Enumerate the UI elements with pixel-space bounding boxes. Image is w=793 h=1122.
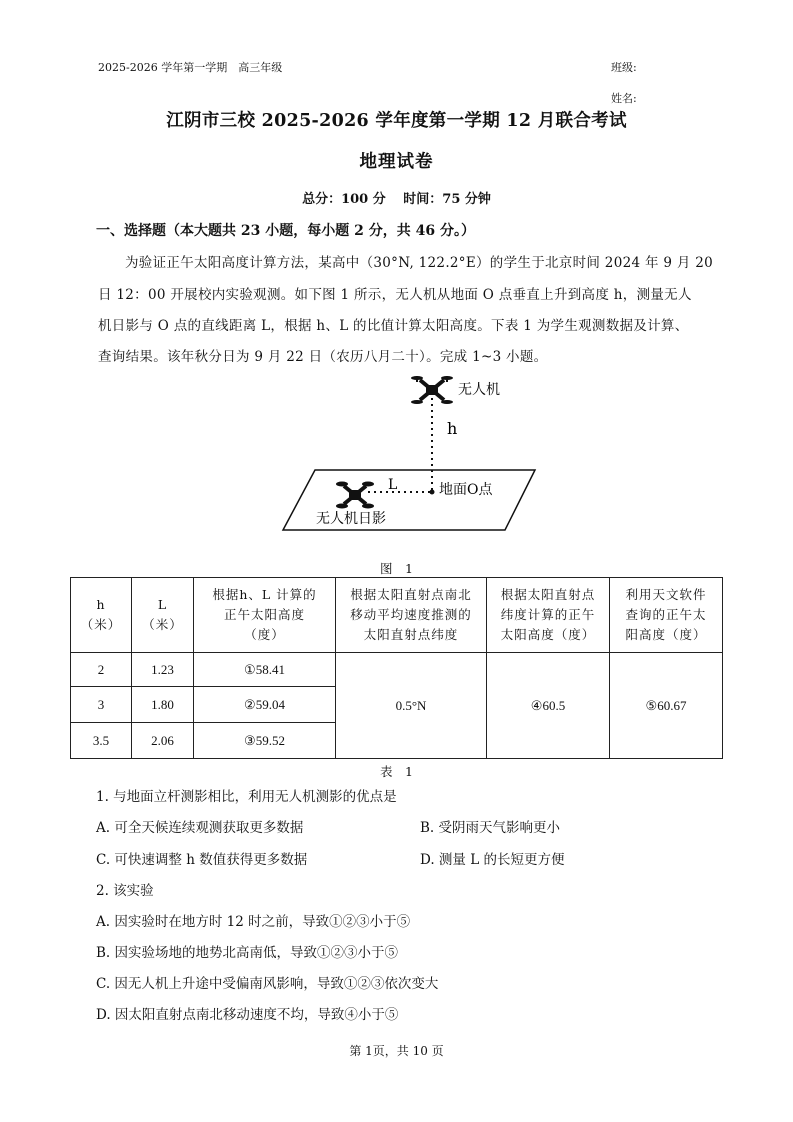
question-2-option-a[interactable]: A. 因实验时在地方时 12 时之前，导致①②③小于⑤ [96, 914, 411, 930]
question-1-option-a[interactable]: A. 可全天候连续观测获取更多数据 [96, 820, 304, 836]
cell-l: 2.06 [132, 723, 194, 759]
intro-line-2: 日 12：00 开展校内实验观测。如下图 1 所示，无人机从地面 O 点垂直上升到高度 h，测量无人 [98, 287, 692, 303]
th-h: h （米） [71, 578, 132, 653]
question-1-option-b[interactable]: B. 受阴雨天气影响更小 [420, 820, 561, 836]
cell-h: 2 [71, 653, 132, 687]
cell-l: 1.23 [132, 653, 194, 687]
question-2-option-d[interactable]: D. 因太阳直射点南北移动速度不均，导致④小于⑤ [96, 1007, 399, 1023]
cell-software: ⑤60.67 [610, 653, 723, 759]
question-1-option-d[interactable]: D. 测量 L 的长短更方便 [420, 852, 565, 868]
shadow-label: 无人机日影 [316, 511, 386, 527]
drone-label: 无人机 [458, 382, 500, 398]
th-calc-by-lat: 根据太阳直射点 纬度计算的正午 太阳高度（度） [487, 578, 610, 653]
cell-calc: ③59.52 [194, 723, 336, 759]
l-label: L [388, 477, 398, 493]
data-table [70, 577, 723, 759]
exam-info: 总分：100 分 时间：75 分钟 [302, 192, 491, 207]
table-header-row [71, 578, 723, 653]
cell-h: 3.5 [71, 723, 132, 759]
class-label: 班级: [611, 61, 637, 74]
name-label: 姓名: [611, 92, 637, 105]
table-caption: 表 1 [380, 764, 413, 779]
cell-calc: ①58.41 [194, 653, 336, 687]
point-o-label: 地面O点 [439, 482, 493, 498]
table-row [71, 653, 723, 687]
point-o [430, 490, 435, 495]
cell-l: 1.80 [132, 687, 194, 723]
cell-lat: 0.5°N [336, 653, 487, 759]
h-label: h [447, 419, 458, 438]
page-number: 第 1页，共 10 页 [349, 1044, 444, 1058]
th-software: 利用天文软件 查询的正午太 阳高度（度） [610, 578, 723, 653]
question-2-option-c[interactable]: C. 因无人机上升途中受偏南风影响，导致①②③依次变大 [96, 976, 439, 992]
intro-line-1: 为验证正午太阳高度计算方法，某高中（30°N, 122.2°E）的学生于北京时间 2024 年 9 月 20 [125, 255, 713, 271]
subject-title: 地理试卷 [359, 152, 434, 172]
question-1-stem: 1. 与地面立杆测影相比，利用无人机测影的优点是 [96, 789, 397, 805]
question-2-option-b[interactable]: B. 因实验场地的地势北高南低，导致①②③小于⑤ [96, 945, 399, 961]
cell-calc: ②59.04 [194, 687, 336, 723]
th-lat: 根据太阳直射点南北 移动平均速度推测的 太阳直射点纬度 [336, 578, 487, 653]
question-2-stem: 2. 该实验 [96, 883, 154, 899]
section-heading: 一、选择题（本大题共 23 小题，每小题 2 分，共 46 分。） [96, 223, 475, 239]
cell-calc-by-lat: ④60.5 [487, 653, 610, 759]
cell-h: 3 [71, 687, 132, 723]
intro-line-4: 查询结果。该年秋分日为 9 月 22 日（农历八月二十）。完成 1~3 小题。 [98, 349, 548, 365]
figure-1 [270, 368, 550, 540]
th-l: L （米） [132, 578, 194, 653]
question-1-option-c[interactable]: C. 可快速调整 h 数值获得更多数据 [96, 852, 308, 868]
figure-caption: 图 1 [380, 561, 413, 576]
semester-label: 2025-2026 学年第一学期 高三年级 [98, 61, 283, 74]
th-calc: 根据h、L 计算的 正午太阳高度 （度） [194, 578, 336, 653]
drone-shadow-icon [336, 482, 374, 509]
exam-title: 江阴市三校 2025-2026 学年度第一学期 12 月联合考试 [166, 111, 627, 131]
intro-line-3: 机日影与 O 点的直线距离 L，根据 h、L 的比值计算太阳高度。下表 1 为学生观测数据及计算、 [98, 318, 689, 334]
